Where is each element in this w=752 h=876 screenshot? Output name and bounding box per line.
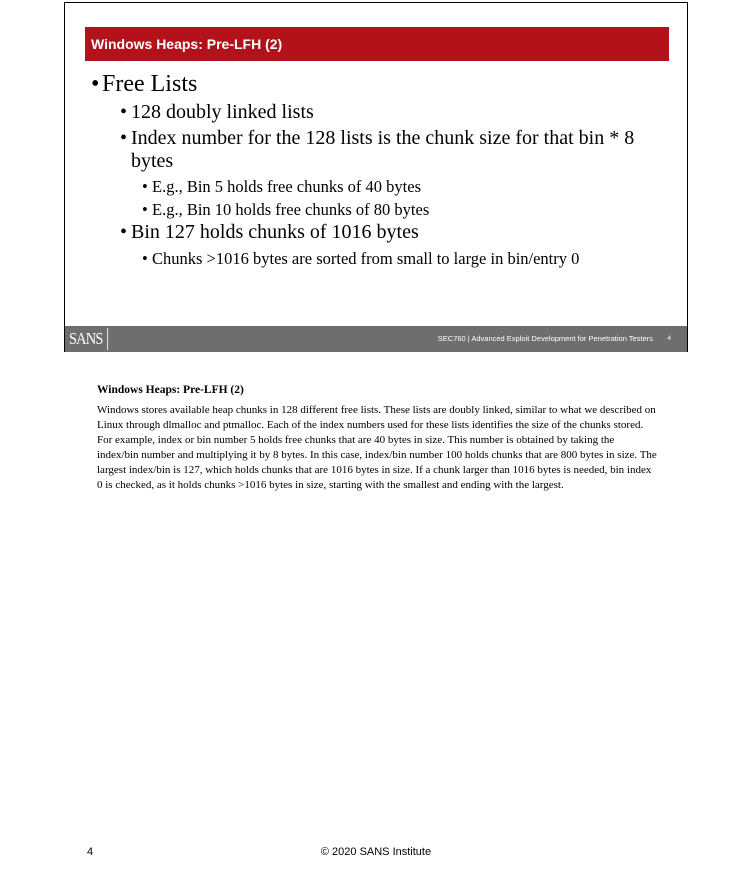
bullet-dot-icon: • <box>142 200 148 219</box>
bullet-bin127: • Bin 127 holds chunks of 1016 bytes <box>120 221 419 243</box>
bullet-index-number: • Index number for the 128 lists is the chunk size for that bin * 8 bytes <box>120 127 635 172</box>
slide-footer <box>65 326 687 352</box>
bullet-bin5: • E.g., Bin 5 holds free chunks of 40 bytes <box>142 177 422 196</box>
bullet-dot-icon: • <box>120 101 128 123</box>
page-number: 4 <box>87 846 94 858</box>
bullet-dot-icon: • <box>142 249 148 268</box>
notes-title: Windows Heaps: Pre-LFH (2) <box>97 384 244 396</box>
bullet-dot-icon: • <box>91 71 100 97</box>
copyright: © 2020 SANS Institute <box>320 846 432 858</box>
course-title: SEC760 | Advanced Exploit Development for Penetration Testers <box>437 334 653 343</box>
bullet-free-lists: • Free Lists <box>91 71 198 97</box>
slide-title: Windows Heaps: Pre-LFH (2) <box>85 27 669 61</box>
bullet-dot-icon: • <box>142 177 148 196</box>
slide-number: 4 <box>667 335 671 342</box>
sans-logo: SANS <box>69 328 108 350</box>
bullet-dot-icon: • <box>120 221 128 243</box>
slide <box>64 2 688 352</box>
bullet-bin10: • E.g., Bin 10 holds free chunks of 80 bytes <box>142 200 430 219</box>
bullet-doubly-linked: • 128 doubly linked lists <box>120 101 314 123</box>
bullet-dot-icon: • <box>120 127 128 149</box>
bullet-chunks-sorted: • Chunks >1016 bytes are sorted from small to large in bin/entry 0 <box>142 249 580 268</box>
notes-body: Windows stores available heap chunks in 128 different free lists. These lists are doubly linked, similar to what we described on Linux through dlmalloc and ptmalloc. Each of the index numbers used for these lists identifies the size of the chunks stored. For example, index or bin number 5 holds free chunks that are 40 bytes in size. This number is obtained by taking the index/bin number and multiplying it by 8 bytes. In this case, index/bin number 100 holds chunks that are 800 bytes in size. The largest index/bin is 127, which holds chunks that are 1016 bytes in size. If a chunk larger than 1016 bytes is needed, bin index 0 is checked, as it holds chunks >1016 bytes in size, starting with the smallest and ending with the largest. <box>97 404 657 491</box>
